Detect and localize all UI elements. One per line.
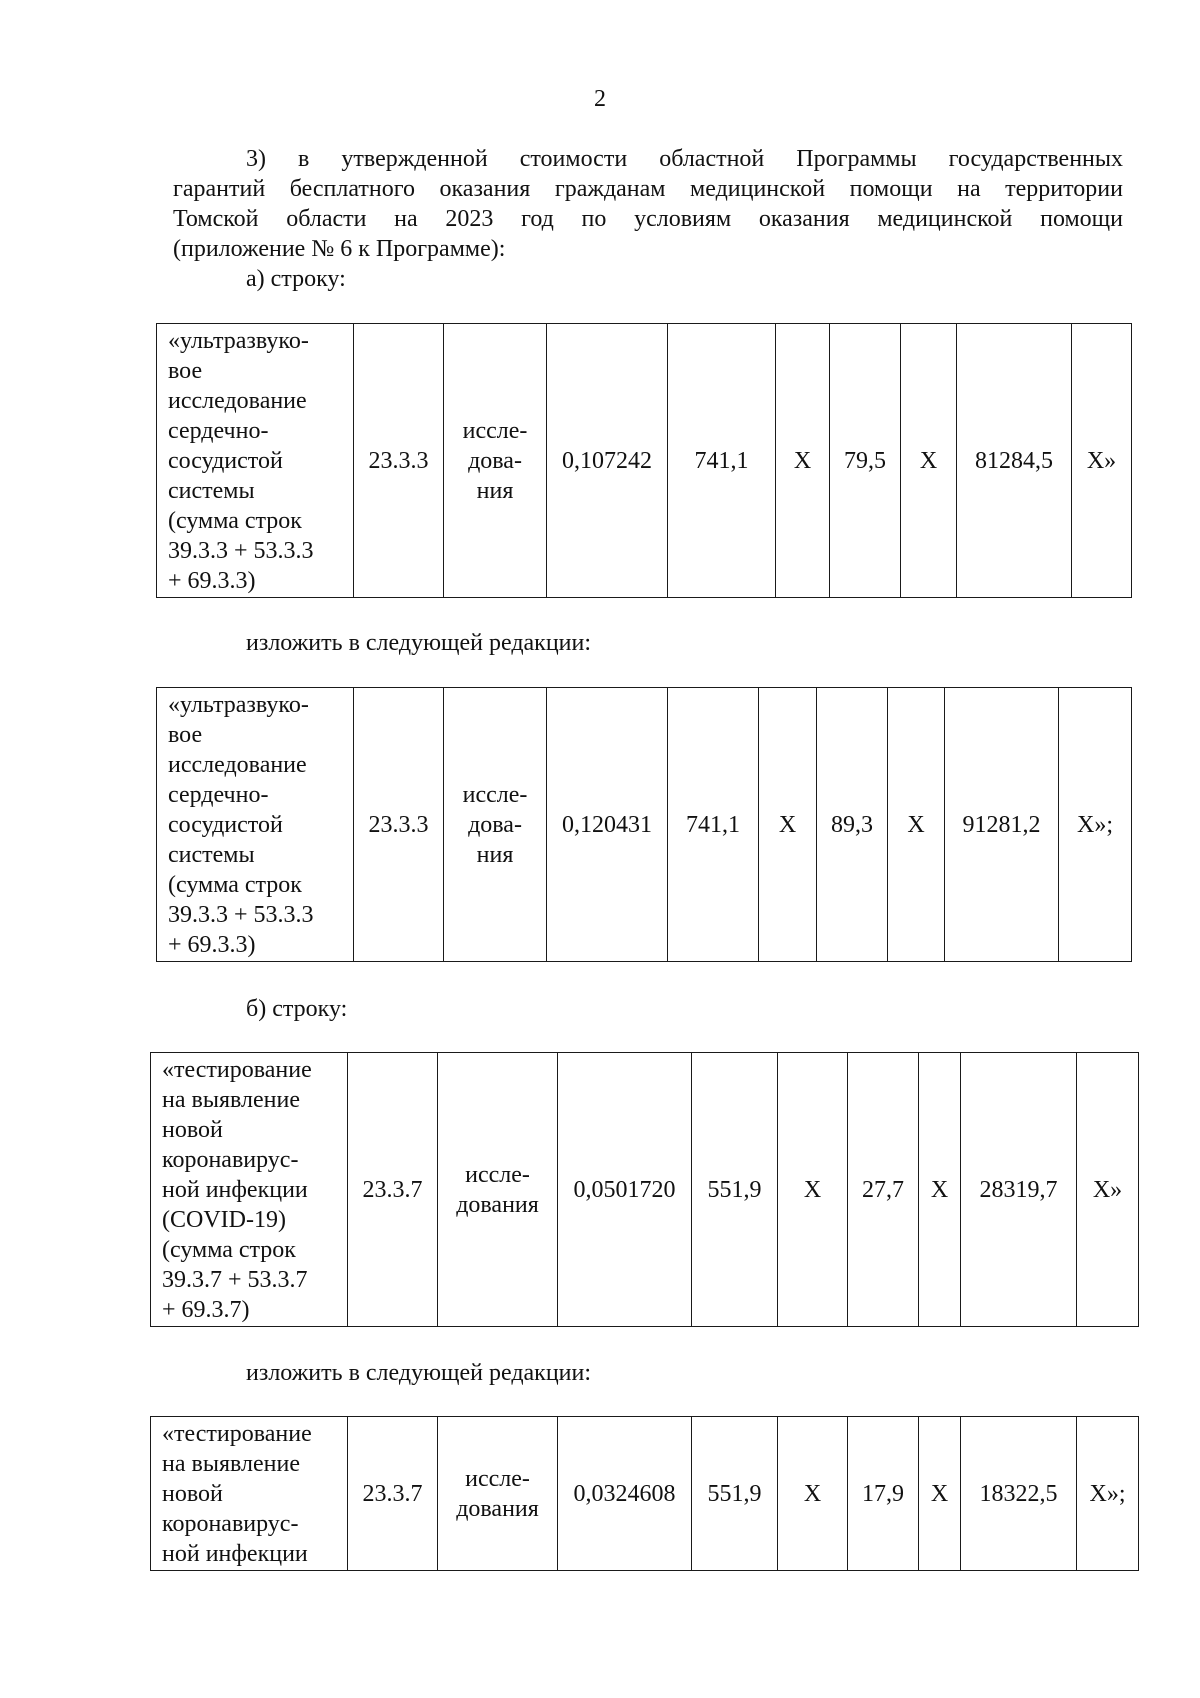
intro-line: гарантий бесплатного оказания гражданам медицинской помощи на территории [173,176,1123,202]
name-line: (сумма строк [168,871,302,898]
value-cell-2: 741,1 [668,324,776,598]
unit-cell [438,1053,558,1327]
value-cell-6: 18322,5 [961,1417,1077,1571]
value-cell-4: 89,3 [817,688,888,962]
name-line: сосудистой [168,811,283,838]
name-line: на выявление [162,1086,300,1113]
name-line: + 69.3.7) [162,1296,250,1323]
name-line: сосудистой [168,447,283,474]
item-b-label: б) строку: [246,996,348,1022]
row-name-cell [157,688,354,962]
unit-line: иссле- [465,1161,530,1188]
row-name-cell [151,1417,348,1571]
unit-line: дова- [468,447,522,474]
name-line: «ультразвуко- [168,327,309,354]
table-a-new-row [156,687,1132,962]
unit-cell [444,324,547,598]
value-cell-5: Х [919,1417,961,1571]
name-line: системы [168,477,255,504]
value-cell-7: Х»; [1077,1417,1139,1571]
unit-cell [438,1417,558,1571]
row-code-cell: 23.3.7 [348,1417,438,1571]
name-line: «ультразвуко- [168,691,309,718]
table-b-old-row [150,1052,1139,1327]
name-line: на выявление [162,1450,300,1477]
unit-line: иссле- [465,1465,530,1492]
name-line: + 69.3.3) [168,567,256,594]
unit-line: иссле- [462,417,528,444]
name-line: 39.3.7 + 53.3.7 [162,1266,308,1293]
value-cell-6: 91281,2 [945,688,1059,962]
value-cell-6: 81284,5 [957,324,1072,598]
value-cell-3: Х [778,1053,848,1327]
intro-line: 3) в утвержденной стоимости областной Программы государственных [246,146,1123,172]
name-line: «тестирование [162,1420,312,1447]
row-code-cell: 23.3.7 [348,1053,438,1327]
name-line: коронавирус- [162,1510,299,1537]
name-line: (COVID-19) [162,1206,286,1233]
value-cell-5: Х [901,324,957,598]
value-cell-6: 28319,7 [961,1053,1077,1327]
item-a-label: а) строку: [246,266,346,292]
value-cell-1: 0,120431 [547,688,668,962]
unit-line: ния [476,477,514,504]
value-cell-1: 0,0324608 [558,1417,692,1571]
value-cell-7: Х» [1077,1053,1139,1327]
value-cell-2: 551,9 [692,1417,778,1571]
unit-line: дования [456,1495,539,1522]
name-line: новой [162,1480,223,1507]
value-cell-7: Х»; [1059,688,1132,962]
name-line: коронавирус- [162,1146,299,1173]
row-name-cell [157,324,354,598]
name-line: (сумма строк [162,1236,296,1263]
name-line: + 69.3.3) [168,931,256,958]
value-cell-5: Х [919,1053,961,1327]
table-b-new-row [150,1416,1139,1571]
value-cell-4: 27,7 [848,1053,919,1327]
intro-paragraph [173,144,1123,264]
name-line: сердечно- [168,417,269,444]
value-cell-2: 551,9 [692,1053,778,1327]
name-line: исследование [168,751,307,778]
row-name-cell [151,1053,348,1327]
name-line: (сумма строк [168,507,302,534]
name-line: ной инфекции [162,1540,308,1567]
name-line: вое [168,357,203,384]
restate-label: изложить в следующей редакции: [246,1360,592,1386]
value-cell-1: 0,0501720 [558,1053,692,1327]
value-cell-4: 17,9 [848,1417,919,1571]
name-line: «тестирование [162,1056,312,1083]
table-a-old-row [156,323,1132,598]
value-cell-3: Х [776,324,830,598]
unit-line: дова- [468,811,522,838]
name-line: 39.3.3 + 53.3.3 [168,537,314,564]
value-cell-7: Х» [1072,324,1132,598]
page-number: 2 [594,86,606,112]
value-cell-5: Х [888,688,945,962]
name-line: 39.3.3 + 53.3.3 [168,901,314,928]
value-cell-2: 741,1 [668,688,759,962]
unit-line: дования [456,1191,539,1218]
name-line: исследование [168,387,307,414]
name-line: сердечно- [168,781,269,808]
unit-line: иссле- [462,781,528,808]
row-code-cell: 23.3.3 [354,688,444,962]
value-cell-3: Х [759,688,817,962]
value-cell-1: 0,107242 [547,324,668,598]
unit-cell [444,688,547,962]
name-line: новой [162,1116,223,1143]
intro-line: (приложение № 6 к Программе): [173,236,506,262]
name-line: системы [168,841,255,868]
intro-line: Томской области на 2023 год по условиям оказания медицинской помощи [173,206,1123,232]
name-line: вое [168,721,203,748]
unit-line: ния [476,841,514,868]
value-cell-3: Х [778,1417,848,1571]
restate-label: изложить в следующей редакции: [246,630,592,656]
value-cell-4: 79,5 [830,324,901,598]
row-code-cell: 23.3.3 [354,324,444,598]
name-line: ной инфекции [162,1176,308,1203]
